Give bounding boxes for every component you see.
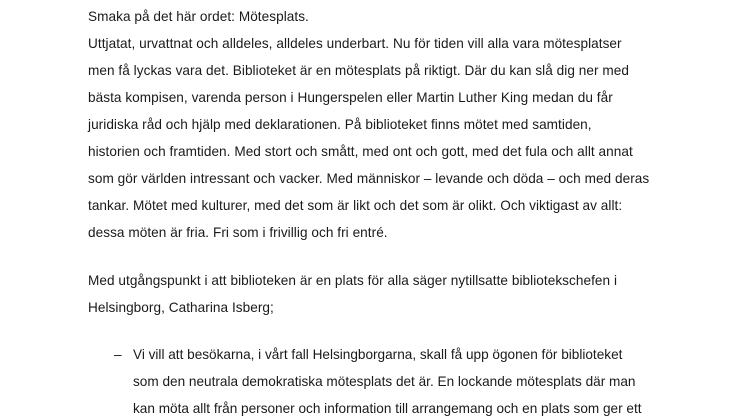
list-dash-bullet: – (114, 347, 122, 362)
text-line: juridiska råd och hjälp med deklarationen. På biblioteket finns mötet med samtiden, (88, 117, 592, 132)
text-line: Uttjatat, urvattnat och alldeles, alldeles underbart. Nu för tiden vill alla vara mötesplatser (88, 36, 622, 51)
text-line: Smaka på det här ordet: Mötesplats. (88, 9, 309, 24)
text-line: Med utgångspunkt i att biblioteken är en plats för alla säger nytillsatte bibliotekschefen i (88, 273, 618, 288)
quote-line: kan möta allt från personer och information till arrangemang och en plats som ger ett (133, 401, 642, 416)
quote-line: som den neutrala demokratiska mötesplats det är. En lockande mötesplats där man (133, 374, 636, 389)
text-line: Helsingborg, Catharina Isberg; (88, 300, 274, 315)
quote-line: Vi vill att besökarna, i vårt fall Helsingborgarna, skall få upp ögonen för biblioteket (133, 347, 623, 362)
text-line: tankar. Mötet med kulturer, med det som är likt och det som är olikt. Och viktigast av allt: (88, 198, 623, 213)
text-line: historien och framtiden. Med stort och smått, med ont och gott, med det fula och allt annat (88, 144, 633, 159)
text-line: som gör världen intressant och vacker. Med människor – levande och döda – och med deras (88, 171, 650, 186)
text-line: dessa möten är fria. Fri som i frivillig och fri entré. (88, 225, 388, 240)
text-line: bästa kompisen, varenda person i Hungerspelen eller Martin Luther King medan du får (88, 90, 613, 105)
text-line: men få lyckas vara det. Biblioteket är en mötesplats på riktigt. Där du kan slå dig ner med (88, 63, 630, 78)
